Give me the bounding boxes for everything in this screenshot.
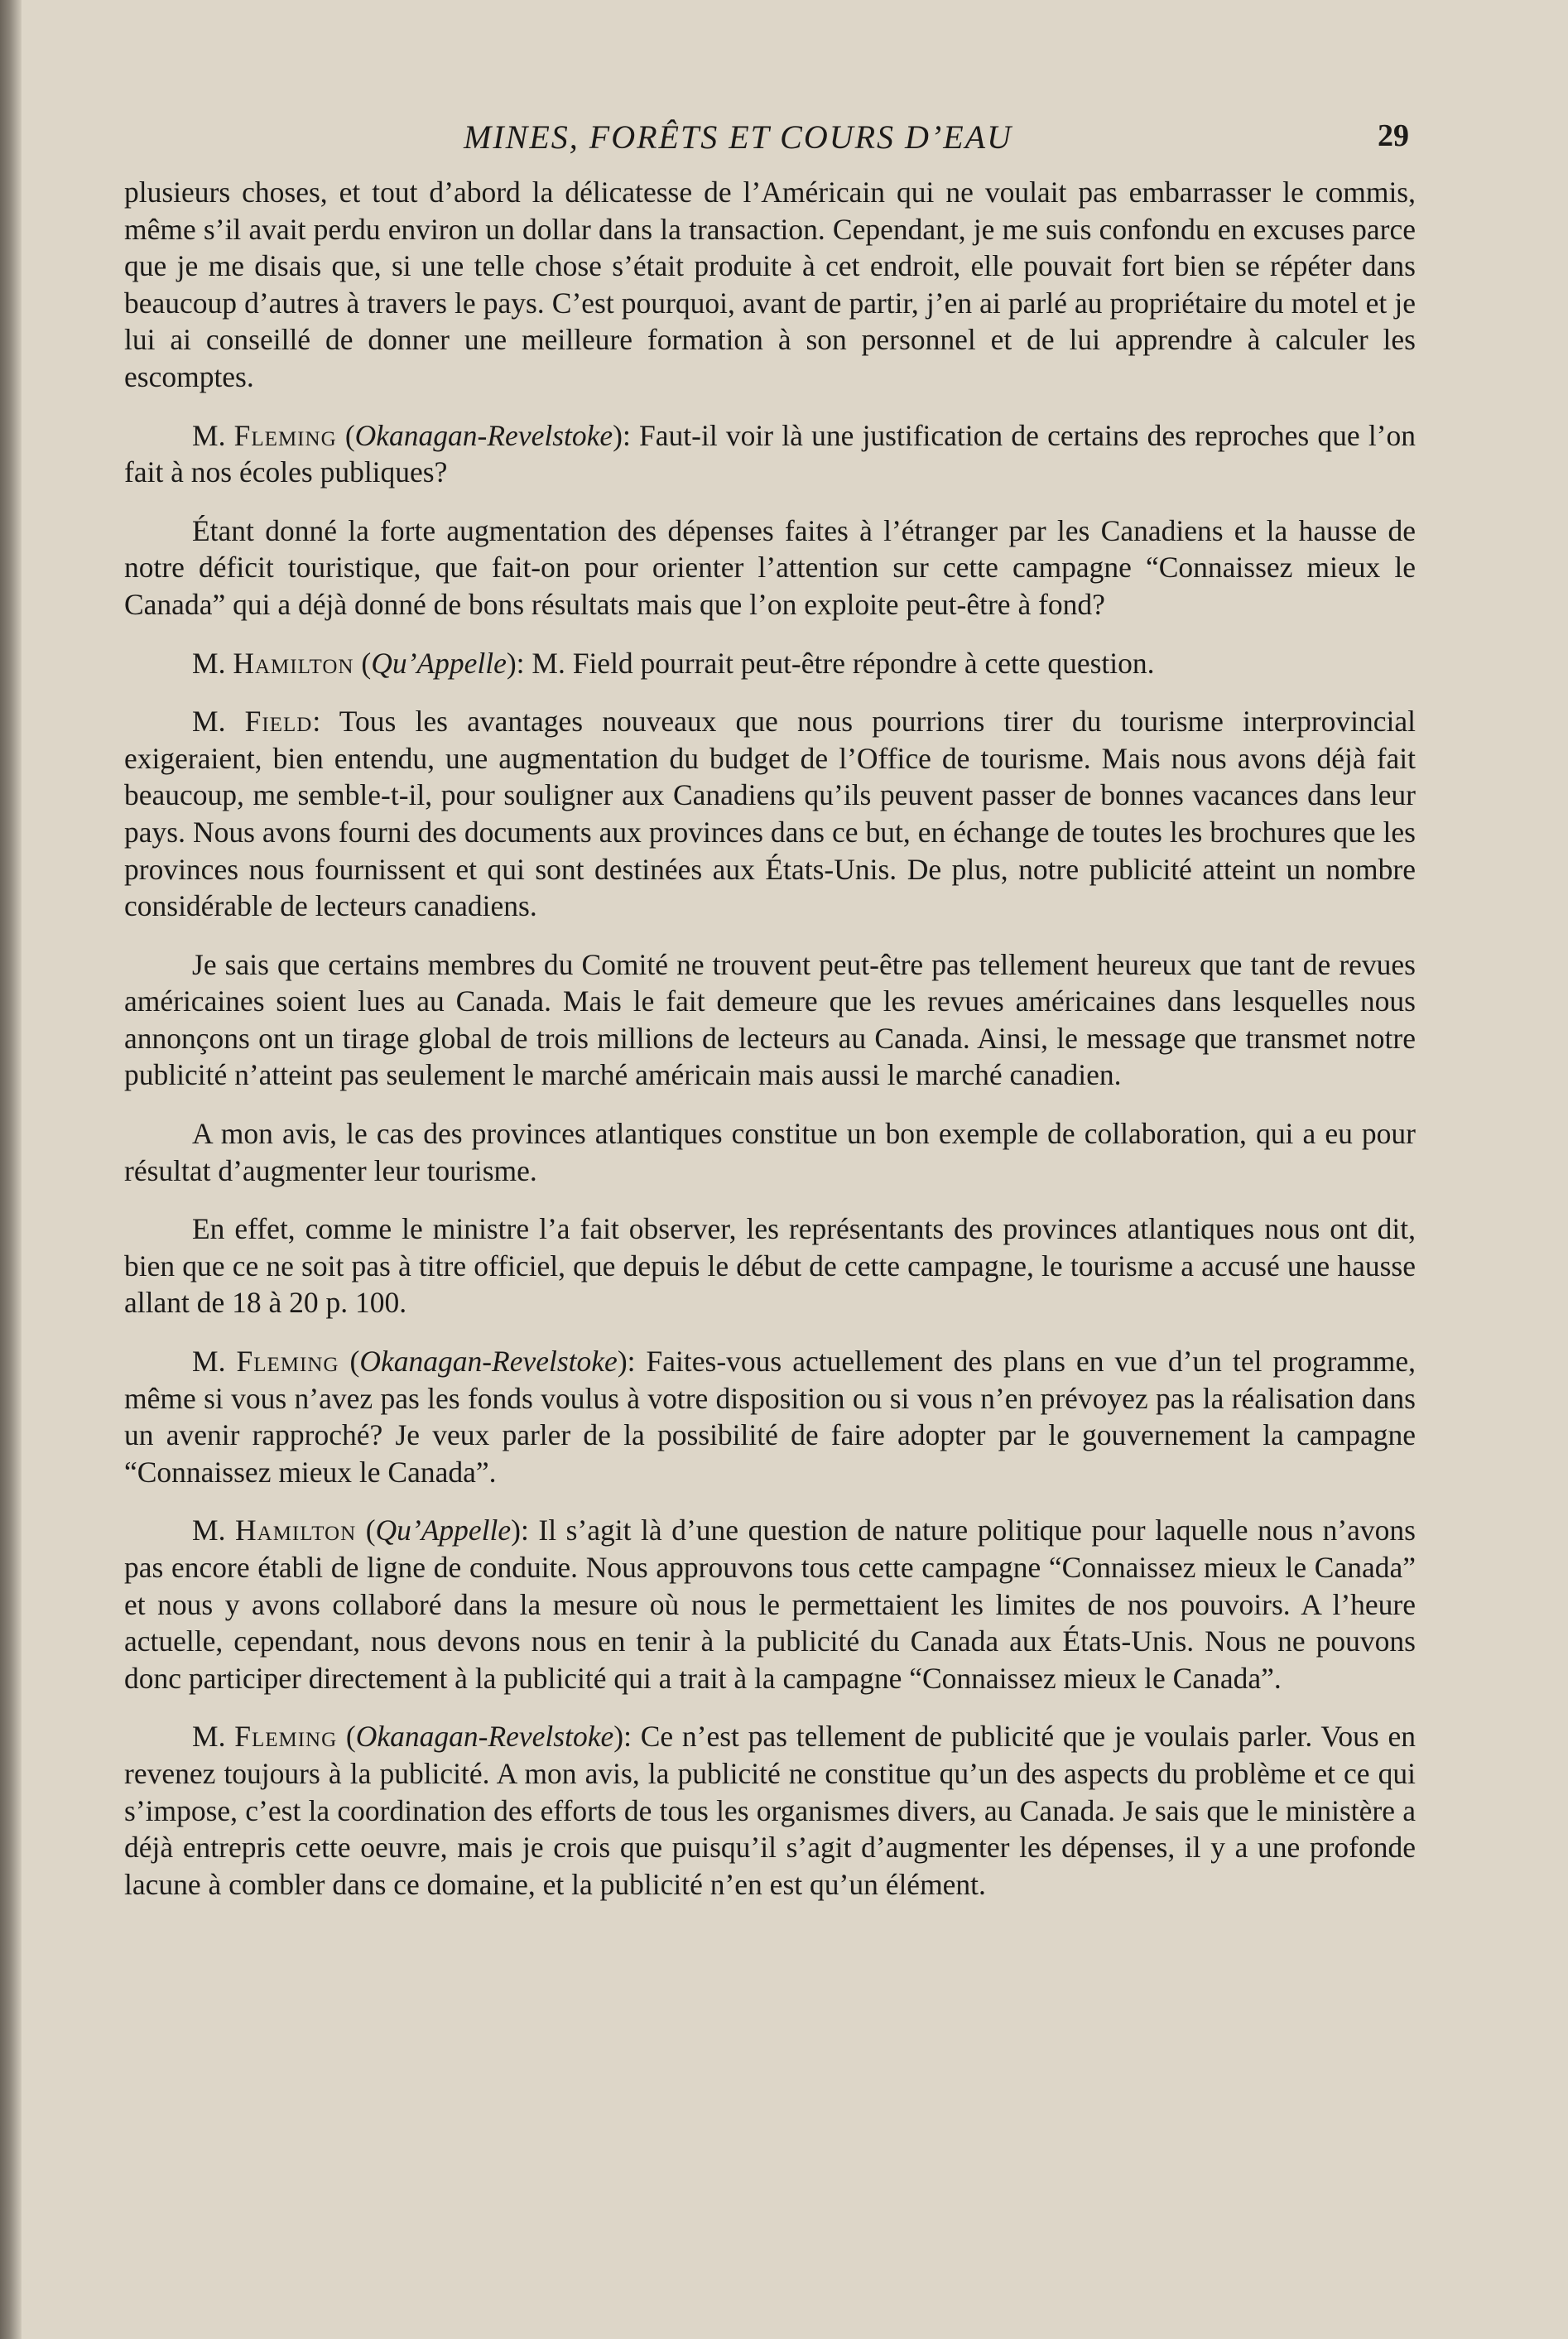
paragraph (124, 174, 1416, 396)
speaker-prefix: M. (192, 1720, 226, 1754)
speaker-name: Field (244, 705, 313, 739)
paragraph-text: En effet, comme le ministre l’a fait observer, les représentants des provinces atlantiques nous ont dit, bien que ce ne soit pas à titre officiel, que depuis le début de cette campagne, le tourisme a accusé une hausse allant de 18 à 20 p. 100. (124, 1212, 1416, 1320)
speaker-prefix: M. (192, 418, 226, 452)
speaker-paragraph: M. Hamilton (Qu’Appelle): Il s’agit là d’une question de nature politique pour laquelle nous n’avons pas encore établi de ligne de conduite. Nous approuvons tous cette campagne “Connaissez mieux le Canada” et nous y avons collaboré dans la mesure où nous le permettaient les limites de nos pouvoirs. A l’heure actuelle, cependant, nous devons nous en tenir à la publicité du Canada aux États-Unis. Nous ne pouvons donc participer directement à la publicité qui a trait à la campagne “Connaissez mieux le Canada”. (124, 1514, 1416, 1695)
paragraph-text: Je sais que certains membres du Comité ne trouvent peut-être pas tellement heureux que tant de revues américaines soient lues au Canada. Mais le fait demeure que les revues américaines dans lesquelles nous annonçons ont un tirage global de trois millions de lecteurs au Canada. Ainsi, le message que transmet notre publicité n’atteint pas seulement le marché américain mais aussi le marché canadien. (124, 947, 1416, 1092)
speaker-riding: Qu’Appelle (375, 1514, 512, 1547)
speaker-riding: Qu’Appelle (371, 646, 507, 680)
paragraph-text: Faut-il voir là une justification de certains des reproches que l’on fait à nos écoles publiques? (124, 418, 1416, 489)
speaker-riding: Okanagan-Revelstoke (359, 1345, 618, 1379)
paragraph-text: Tous les avantages nouveaux que nous pourrions tirer du tourisme interprovincial exigeraient, bien entendu, une augmentation du budget de l’Office de tourisme. Mais nous avons déjà fait beaucoup, me semble-t-il, pour souligner aux Canadiens qu’ils peuvent passer de bonnes vacances dans leur pays. Nous avons fourni des documents aux provinces dans ce but, en échange de toutes les brochures que les provinces nous fournissent et qui sont destinées aux États-Unis. De plus, notre publicité atteint un nombre considérable de lecteurs canadiens. (124, 705, 1416, 923)
speaker-prefix: M. (192, 1345, 226, 1379)
paragraph (124, 513, 1416, 623)
speaker-prefix: M. (192, 705, 226, 739)
running-title: MINES, FORÊTS ET COURS D’EAU (464, 118, 1012, 156)
speaker-paragraph: M. Fleming (Okanagan-Revelstoke): Faites-vous actuellement des plans en vue d’un tel programme, même si vous n’avez pas les fonds voulus à votre disposition ou si vous n’en prévoyez pas la réalisation dans un avenir rapproché? Je veux parler de la possibilité de faire adopter par le gouvernement la campagne “Connaissez mieux le Canada”. (124, 1345, 1416, 1489)
paragraph-text: A mon avis, le cas des provinces atlantiques constitue un bon exemple de collaboration, qui a eu pour résultat d’augmenter leur tourisme. (124, 1117, 1416, 1187)
speaker-paragraph: M. Fleming (Okanagan-Revelstoke): Faut-il voir là une justification de certains des reproches que l’on fait à nos écoles publiques? (124, 418, 1416, 489)
text-body (124, 174, 1416, 1924)
paragraph-text: plusieurs choses, et tout d’abord la délicatesse de l’Américain qui ne voulait pas embarrasser le commis, même s’il avait perdu environ un dollar dans la transaction. Cependant, je me suis confondu en excuses parce que je me disais que, si une telle chose s’était produite à cet endroit, elle pouvait fort bien se répéter dans beaucoup d’autres à travers le pays. C’est pourquoi, avant de partir, j’en ai parlé au propriétaire du motel et je lui ai conseillé de donner une meilleure formation à son personnel et de lui apprendre à calculer les escomptes. (124, 176, 1416, 393)
paragraph-text: Ce n’est pas tellement de publicité que je voulais parler. Vous en revenez toujours à la publicité. A mon avis, la publicité ne constitue qu’un des aspects du problème et ce qui s’impose, c’est la coordination des efforts de tous les organismes divers, au Canada. Je sais que le ministère a déjà entrepris cette oeuvre, mais je crois que puisqu’il s’agit d’augmenter les dépenses, il y a une profonde lacune à combler dans ce domaine, et la publicité n’en est qu’un élément. (124, 1720, 1416, 1901)
paragraph-text: Il s’agit là d’une question de nature politique pour laquelle nous n’avons pas encore établi de ligne de conduite. Nous approuvons tous cette campagne “Connaissez mieux le Canada” et nous y avons collaboré dans la mesure où nous le permettaient les limites de nos pouvoirs. A l’heure actuelle, cependant, nous devons nous en tenir à la publicité du Canada aux États-Unis. Nous ne pouvons donc participer directement à la publicité qui a trait à la campagne “Connaissez mieux le Canada”. (124, 1514, 1416, 1695)
speaker-name: Fleming (233, 418, 337, 452)
paragraph-text: M. Field pourrait peut-être répondre à cette question. (531, 646, 1155, 680)
paragraph (124, 1115, 1416, 1189)
speaker-name: Hamilton (233, 646, 354, 680)
speaker-riding: Okanagan-Revelstoke (355, 1720, 614, 1754)
speaker-name: Fleming (236, 1345, 339, 1379)
paragraph-text: Étant donné la forte augmentation des dépenses faites à l’étranger par les Canadiens et la hausse de notre déficit touristique, que fait-on pour orienter l’attention sur cette campagne “Connaissez mieux le Canada” qui a déjà donné de bons résultats mais que l’on exploite peut-être à fond? (124, 513, 1416, 621)
speaker-paragraph: M. Field: Tous les avantages nouveaux que nous pourrions tirer du tourisme interprovincial exigeraient, bien entendu, une augmentation du budget de l’Office de tourisme. Mais nous avons déjà fait beaucoup, me semble-t-il, pour souligner aux Canadiens qu’ils peuvent passer de bonnes vacances dans leur pays. Nous avons fourni des documents aux provinces dans ce but, en échange de toutes les brochures que les provinces nous fournissent et qui sont destinées aux États-Unis. De plus, notre publicité atteint un nombre considérable de lecteurs canadiens. (124, 705, 1416, 923)
speaker-name: Hamilton (235, 1514, 357, 1547)
paragraph (124, 946, 1416, 1094)
speaker-riding: Okanagan-Revelstoke (354, 418, 613, 452)
paragraph (124, 1210, 1416, 1321)
paragraph-text: Faites-vous actuellement des plans en vue d’un tel programme, même si vous n’avez pas les fonds voulus à votre disposition ou si vous n’en prévoyez pas la réalisation dans un avenir rapproché? Je veux parler de la possibilité de faire adopter par le gouvernement la campagne “Connaissez mieux le Canada”. (124, 1345, 1416, 1489)
page-number: 29 (1378, 118, 1409, 153)
speaker-paragraph: M. Fleming (Okanagan-Revelstoke): Ce n’est pas tellement de publicité que je voulais parler. Vous en revenez toujours à la publicité. A mon avis, la publicité ne constitue qu’un des aspects du problème et ce qui s’impose, c’est la coordination des efforts de tous les organismes divers, au Canada. Je sais que le ministère a déjà entrepris cette oeuvre, mais je crois que puisqu’il s’agit d’augmenter les dépenses, il y a une profonde lacune à combler dans ce domaine, et la publicité n’en est qu’un élément. (124, 1720, 1416, 1901)
speaker-name: Fleming (234, 1720, 338, 1754)
speaker-paragraph: M. Hamilton (Qu’Appelle): M. Field pourrait peut-être répondre à cette question. (192, 646, 1155, 680)
speaker-prefix: M. (192, 646, 226, 680)
running-header (124, 118, 1416, 161)
speaker-prefix: M. (192, 1514, 226, 1547)
